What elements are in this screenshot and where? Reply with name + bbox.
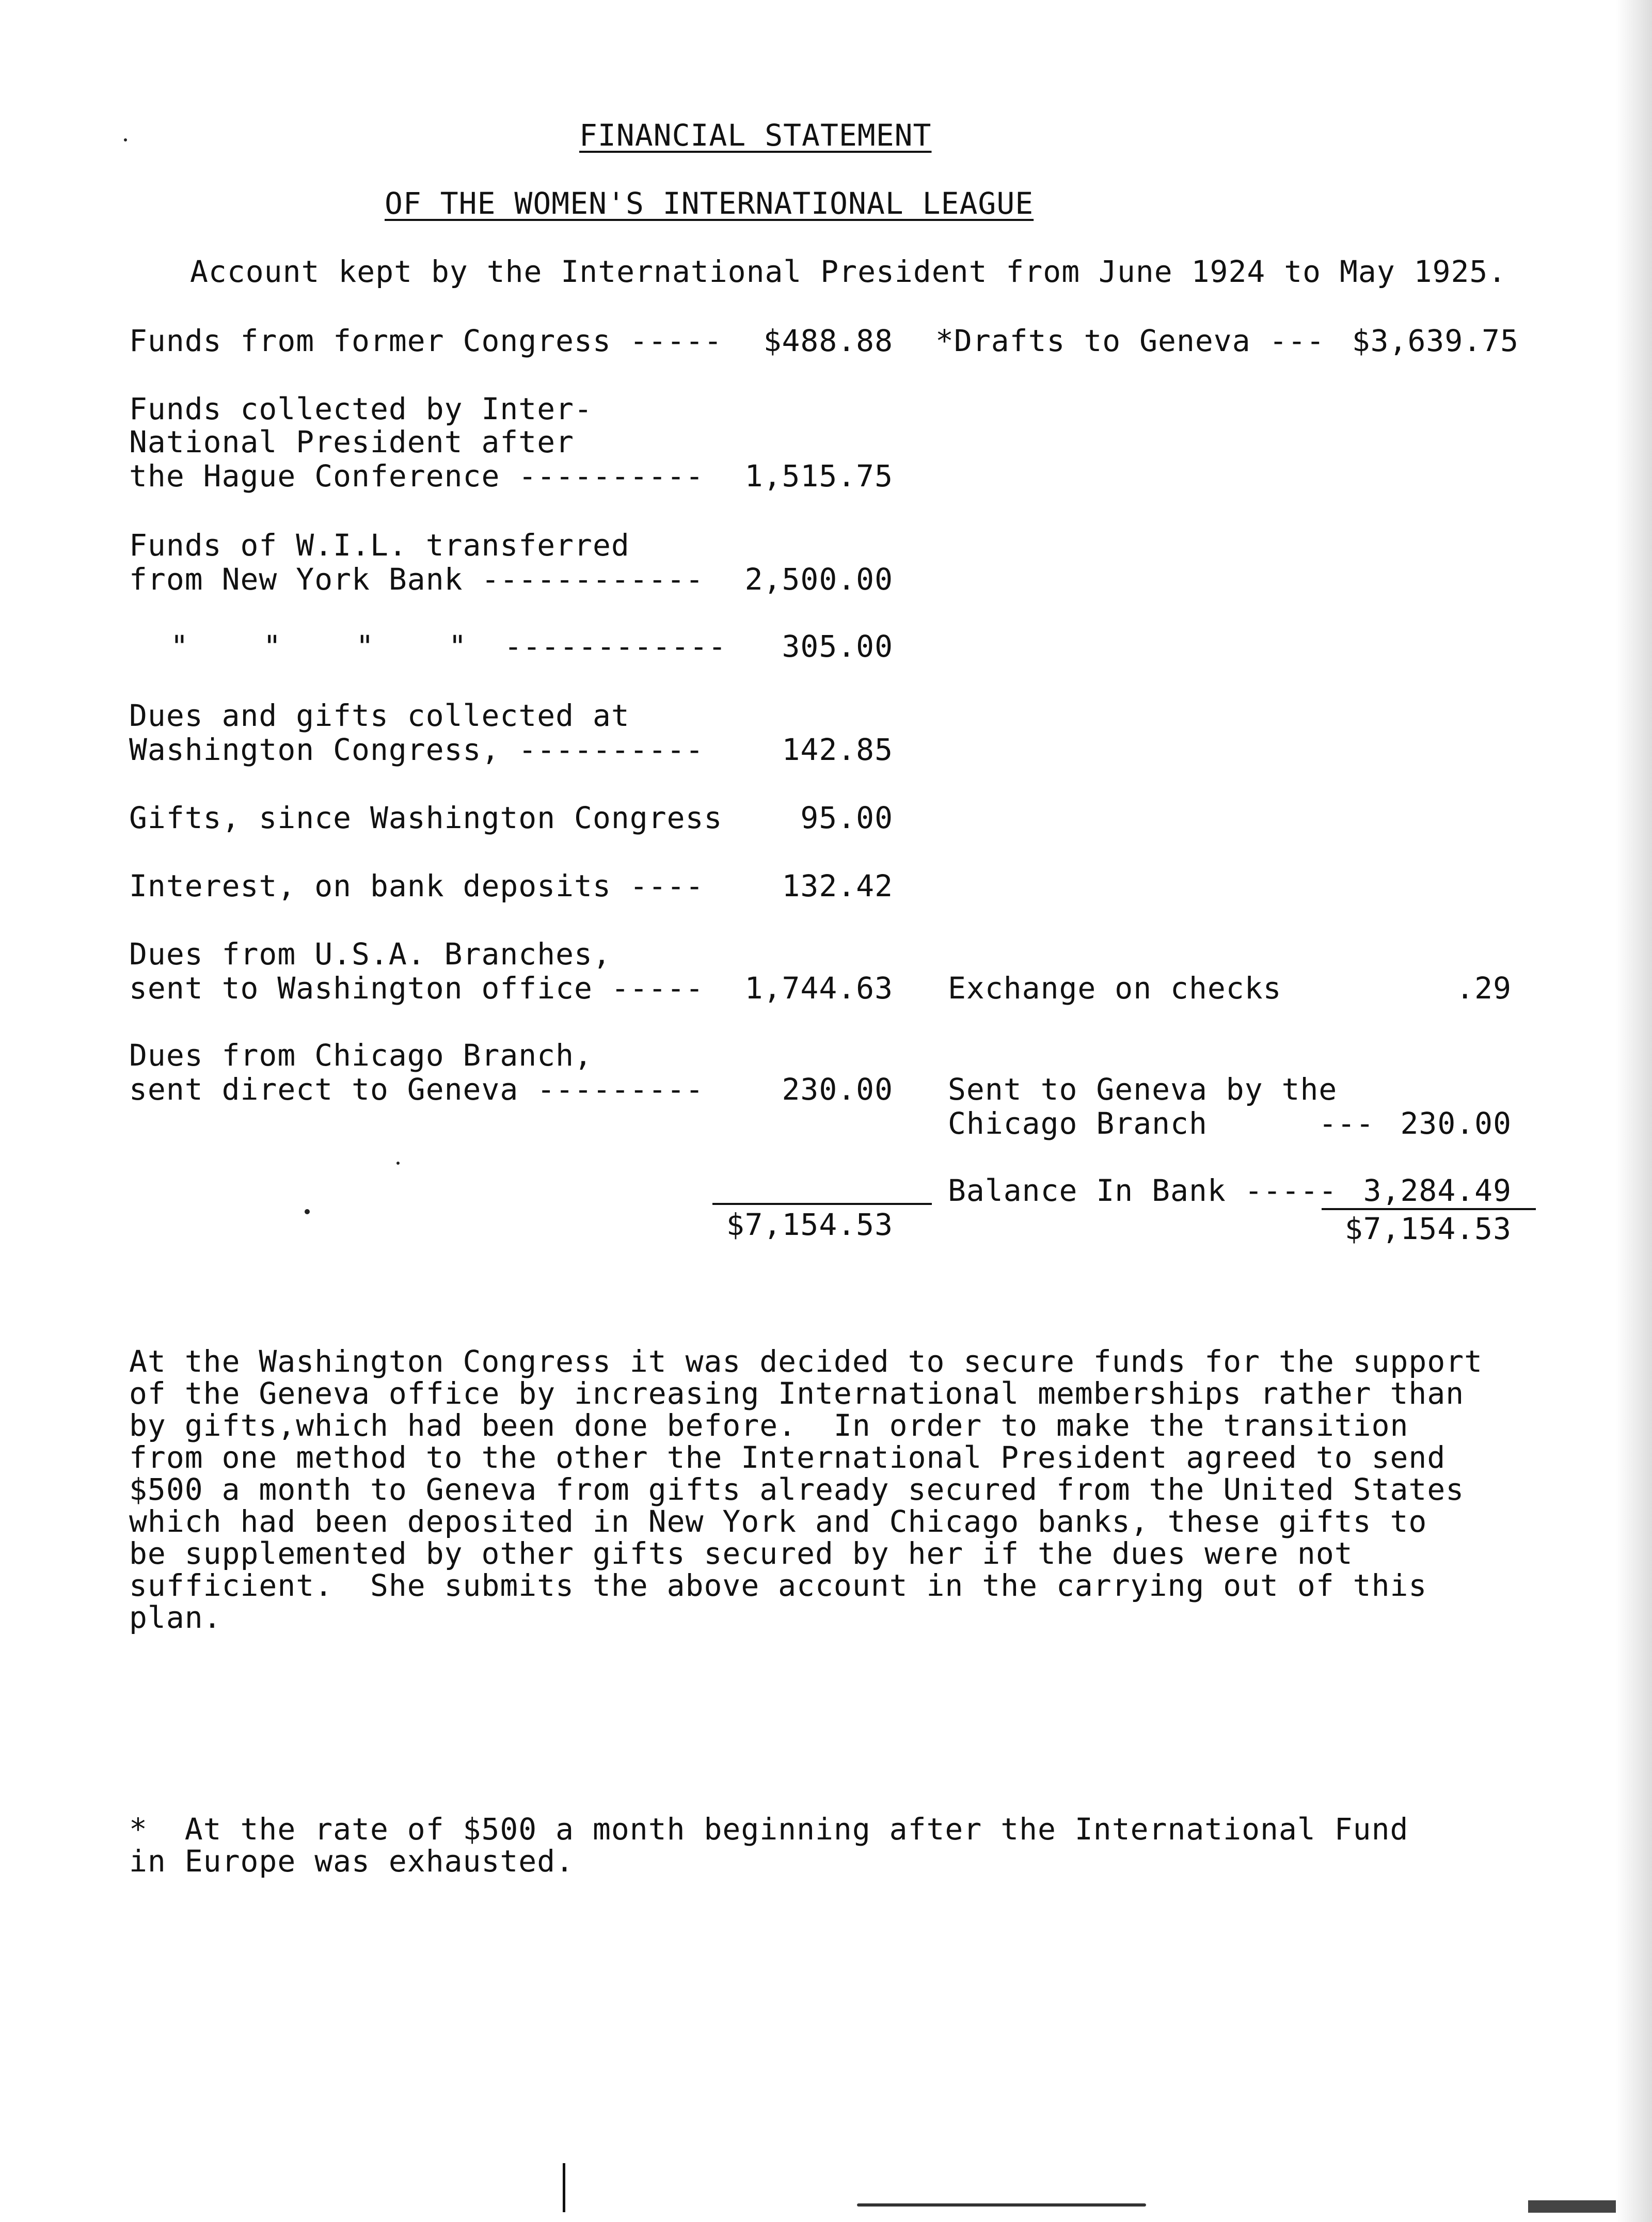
explanation-line-6: be supplemented by other gifts secured by her if the dues were not	[129, 1536, 1353, 1571]
disbursement-2-label-0: Sent to Geneva by the	[948, 1072, 1338, 1107]
explanation-line-5: which had been deposited in New York and Chicago banks, these gifts to	[129, 1504, 1427, 1539]
receipt-6-amount: 132.42	[782, 868, 893, 903]
disbursements-total-rule	[1322, 1208, 1536, 1210]
disbursement-0-label-0: *Drafts to Geneva ---	[935, 323, 1325, 358]
explanation-line-8: plan.	[129, 1600, 222, 1635]
receipt-8-label-0: Dues from Chicago Branch,	[129, 1038, 593, 1073]
scan-speck	[396, 1162, 400, 1165]
disbursements-total: $7,154.53	[1344, 1211, 1512, 1246]
scan-mark	[563, 2163, 565, 2212]
receipt-2-label-0: Funds of W.I.L. transferred	[129, 528, 630, 563]
receipt-4-label-0: Dues and gifts collected at	[129, 698, 630, 733]
receipt-0-label-0: Funds from former Congress -----	[129, 323, 723, 358]
receipt-2-amount: 2,500.00	[744, 562, 893, 597]
disbursement-1-amount: .29	[1456, 971, 1512, 1006]
receipt-4-label-1: Washington Congress, ----------	[129, 732, 704, 767]
receipt-4-amount: 142.85	[782, 732, 893, 767]
receipt-1-amount: 1,515.75	[744, 458, 893, 494]
receipt-8-amount: 230.00	[782, 1072, 893, 1107]
receipt-5-label-0: Gifts, since Washington Congress	[129, 800, 723, 835]
footnote-line-0: * At the rate of $500 a month beginning after the International Fund	[129, 1812, 1409, 1847]
explanation-line-4: $500 a month to Geneva from gifts already secured from the United States	[129, 1472, 1465, 1507]
account-period-line: Account kept by the International President from June 1924 to May 1925.	[190, 254, 1507, 289]
receipt-1-label-1: National President after	[129, 424, 575, 459]
disbursement-1-label-0: Exchange on checks	[948, 971, 1282, 1006]
disbursement-3-label-0: Balance In Bank -----	[948, 1173, 1338, 1208]
receipt-1-label-2: the Hague Conference ----------	[129, 458, 704, 494]
scan-speck	[305, 1209, 310, 1214]
disbursement-0-amount: $3,639.75	[1352, 323, 1519, 358]
receipt-5-amount: 95.00	[800, 800, 893, 835]
receipt-3-amount: 305.00	[782, 629, 893, 664]
scan-speck	[124, 138, 127, 141]
receipt-7-label-0: Dues from U.S.A. Branches,	[129, 937, 611, 972]
receipt-8-label-1: sent direct to Geneva ---------	[129, 1072, 704, 1107]
document-title: FINANCIAL STATEMENT	[579, 118, 932, 153]
receipt-6-label-0: Interest, on bank deposits ----	[129, 868, 704, 903]
receipts-total-rule	[712, 1203, 932, 1205]
receipt-7-amount: 1,744.63	[744, 971, 893, 1006]
receipt-3-label-0: " " " " ------------	[170, 629, 727, 664]
receipt-0-amount: $488.88	[763, 323, 893, 358]
explanation-line-0: At the Washington Congress it was decided to secure funds for the support	[129, 1344, 1483, 1379]
explanation-line-2: by gifts,which had been done before. In order to make the transition	[129, 1408, 1409, 1443]
receipt-7-label-1: sent to Washington office -----	[129, 971, 704, 1006]
receipts-total: $7,154.53	[726, 1207, 893, 1242]
receipt-1-label-0: Funds collected by Inter-	[129, 391, 593, 426]
explanation-line-3: from one method to the other the International President agreed to send	[129, 1440, 1446, 1475]
explanation-line-1: of the Geneva office by increasing International memberships rather than	[129, 1376, 1465, 1411]
scan-mark	[857, 2203, 1146, 2207]
page-edge-shadow	[1616, 0, 1652, 2222]
document-subtitle: OF THE WOMEN'S INTERNATIONAL LEAGUE	[385, 186, 1034, 221]
disbursement-3-amount: 3,284.49	[1363, 1173, 1512, 1208]
disbursement-2-amount: 230.00	[1400, 1106, 1512, 1141]
explanation-line-7: sufficient. She submits the above account in the carrying out of this	[129, 1568, 1427, 1603]
disbursement-2-label-1: Chicago Branch ---	[948, 1106, 1375, 1141]
footnote-line-1: in Europe was exhausted.	[129, 1844, 575, 1879]
receipt-2-label-1: from New York Bank ------------	[129, 562, 704, 597]
